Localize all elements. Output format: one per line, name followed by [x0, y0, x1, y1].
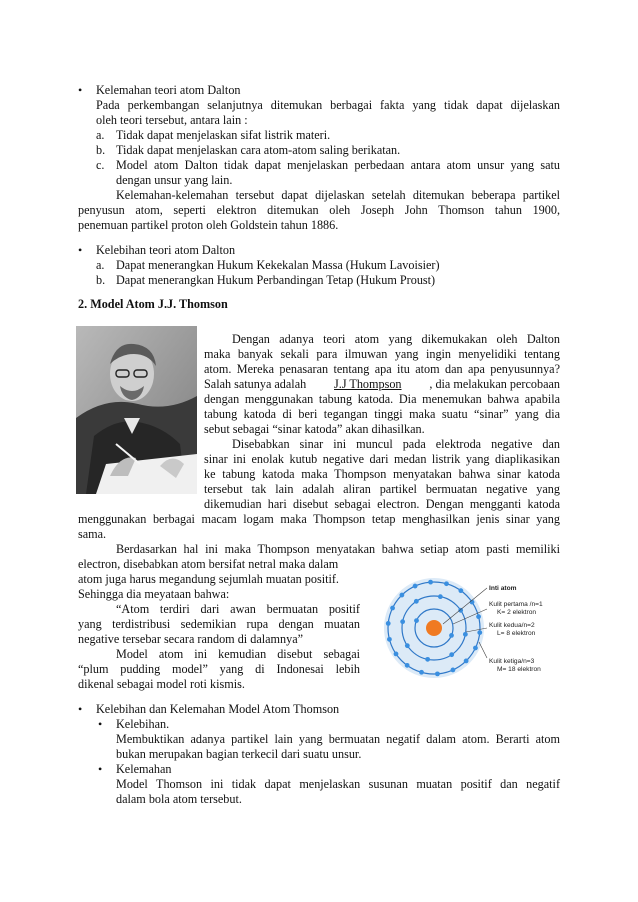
quote-line: yang terdistribusi sedemikian rupa dengan muatan: [78, 617, 360, 631]
paragraph-line: penyusun atom, seperti elektron ditemukan oleh Joseph John Thomson tahun 1900,: [78, 203, 560, 217]
atom-shell-svg: [383, 572, 569, 684]
leader-line: [479, 642, 487, 658]
quote-line: negative tersebar secara random di dalamnya”: [78, 632, 304, 646]
list-item: Dapat menerangkan Hukum Kekekalan Massa (Hukum Lavoisier): [116, 258, 440, 272]
paragraph-line: Disebabkan sinar ini muncul pada elektroda negative dan: [232, 437, 560, 451]
paragraph-line: dengan menggunakan tabung katoda. Dia menemukan bahwa apabila: [204, 392, 560, 406]
bullet-marker: •: [98, 717, 103, 731]
list-marker: b.: [96, 273, 106, 287]
list-marker: a.: [96, 128, 105, 142]
label-kulit-1-count: K= 2 elektron: [497, 609, 537, 616]
atom-shell-diagram: [383, 572, 569, 684]
electron-dot: [413, 584, 418, 589]
electron-dot: [473, 646, 478, 651]
paragraph-line: bukan merupakan bagian terkecil dari suatu unsur.: [116, 747, 362, 761]
list-item: Tidak dapat menjelaskan cara atom-atom saling berikatan.: [116, 143, 401, 157]
electron-dot: [386, 621, 391, 626]
paragraph-line: maka banyak sekali para ilmuwan yang ingin menyelidiki tentang: [204, 347, 560, 361]
paragraph-line: electron, disebabkan atom bersifat netral maka dalam: [78, 557, 339, 571]
label-inti-atom: Inti atom: [489, 585, 517, 592]
paragraph-line: oleh teori tersebut, antara lain :: [96, 113, 248, 127]
label-kulit-3-count: M= 18 elektron: [497, 666, 541, 673]
label-kulit-3: Kulit ketiga/n=3: [489, 658, 535, 665]
list-marker: b.: [96, 143, 106, 157]
electron-dot: [449, 633, 454, 638]
bullet-marker: •: [78, 83, 83, 97]
list-item: Tidak dapat menjelaskan sifat listrik materi.: [116, 128, 331, 142]
paragraph-line: Berdasarkan hal ini maka Thompson menyatakan bahwa setiap atom pasti memiliki: [116, 542, 560, 556]
paragraph-line: dalam bola atom tersebut.: [116, 792, 242, 806]
electron-dot: [425, 657, 430, 662]
section-title: Kelebihan teori atom Dalton: [96, 243, 236, 257]
electron-dot: [464, 659, 469, 664]
electron-dot: [414, 618, 419, 623]
electron-dot: [394, 652, 399, 657]
list-marker: a.: [96, 258, 105, 272]
electron-dot: [405, 663, 410, 668]
paragraph-line: [204, 377, 560, 392]
paragraph-line: Pada perkembangan selanjutnya ditemukan berbagai fakta yang tidak dapat dijelaskan: [96, 98, 560, 112]
paragraph-line: sinar ini enolak kutub negative dari medan listrik yang diaplikasikan: [204, 452, 560, 466]
paragraph-line: Model Thomson ini tidak dapat menjelaskan susunan muatan positif dan negatif: [116, 777, 560, 791]
electron-dot: [449, 652, 454, 657]
list-item: Model atom Dalton tidak dapat menjelaskan perbedaan antara atom unsur yang satu: [116, 158, 560, 172]
text-run: , dia melakukan percobaan: [429, 377, 560, 391]
electron-dot: [435, 671, 440, 676]
electron-dot: [458, 608, 463, 613]
electron-dot: [444, 581, 449, 586]
electron-dot: [405, 643, 410, 648]
electron-dot: [458, 588, 463, 593]
section-title: Kelemahan teori atom Dalton: [96, 83, 241, 97]
paragraph-line: Sehingga dia meyataan bahwa:: [78, 587, 230, 601]
subsection-title: Kelemahan: [116, 762, 172, 776]
section-title: Kelebihan dan Kelemahan Model Atom Thomson: [96, 702, 340, 716]
bullet-marker: •: [78, 702, 83, 716]
text-run: Salah satunya adalah: [204, 377, 307, 391]
electron-dot: [419, 670, 424, 675]
label-kulit-2-count: L= 8 elektron: [497, 630, 536, 637]
electron-dot: [428, 580, 433, 585]
electron-dot: [387, 637, 392, 642]
paragraph-line: tabung katoda di beri tegangan tinggi maka suatu “sinar” yang dia: [204, 407, 560, 421]
list-marker: c.: [96, 158, 105, 172]
quote-line: “Atom terdiri dari awan bermuatan positif: [116, 602, 360, 616]
paragraph-line: “plum pudding model” yang di Indonesai lebih: [78, 662, 360, 676]
electron-dot: [400, 619, 405, 624]
paragraph-line: tersebut tak lain adalah aliran partikel bermuatan negative yang: [204, 482, 560, 496]
paragraph-line: Kelemahan-kelemahan tersebut dapat dijelaskan setelah ditemukan beberapa partikel: [116, 188, 560, 202]
electron-dot: [399, 593, 404, 598]
bullet-marker: •: [98, 762, 103, 776]
electron-dot: [463, 632, 468, 637]
paragraph-line: Membuktikan adanya partikel lain yang bermuatan negatif dalam atom. Berarti atom: [116, 732, 560, 746]
paragraph-line: menggunakan berbagai macam logam maka Thompson tetap menghasilkan jenis sinar yang: [78, 512, 560, 526]
label-kulit-1: Kulit pertama /n=1: [489, 601, 543, 608]
electron-dot: [476, 614, 481, 619]
list-item: Dapat menerangkan Hukum Perbandingan Tetap (Hukum Proust): [116, 273, 436, 287]
section-heading: 2. Model Atom J.J. Thomson: [78, 297, 228, 311]
paragraph-line: sama.: [78, 527, 107, 541]
portrait-illustration: [76, 326, 197, 494]
electron-dot: [438, 594, 443, 599]
bullet-marker: •: [78, 243, 83, 257]
paragraph-line: dikenal sebagai model roti kismis.: [78, 677, 245, 691]
thompson-link[interactable]: J.J Thompson: [334, 377, 402, 391]
paragraph-line: Dengan adanya teori atom yang dikemukakan oleh Dalton: [232, 332, 560, 346]
paragraph-line: sebut sebagai “sinar katoda” akan dihasilkan.: [204, 422, 425, 436]
paragraph-line: atom. Mereka penasaran tentang apa itu atom dan apa penyusunnya?: [204, 362, 560, 376]
electron-dot: [477, 630, 482, 635]
atom-nucleus: [426, 620, 442, 636]
electron-dot: [451, 668, 456, 673]
paragraph-line: atom juga harus megandung sejumlah muatan positif.: [78, 572, 339, 586]
list-item-continuation: dengan unsur yang lain.: [116, 173, 233, 187]
electron-dot: [414, 599, 419, 604]
subsection-title: Kelebihan.: [116, 717, 170, 731]
paragraph-line: dikemudian hari disebut sebagai electron. Dengan mengganti katoda: [204, 497, 560, 511]
thomson-portrait-photo: [76, 326, 197, 494]
electron-dot: [390, 606, 395, 611]
paragraph-line: Model atom ini kemudian disebut sebagai: [116, 647, 360, 661]
paragraph-line: penemuan partikel proton oleh Goldstein tahun 1886.: [78, 218, 339, 232]
label-kulit-2: Kulit kedua/n=2: [489, 622, 535, 629]
paragraph-line: ke tabung katoda maka Thompson menyatakan bahwa sinar katoda: [204, 467, 560, 481]
